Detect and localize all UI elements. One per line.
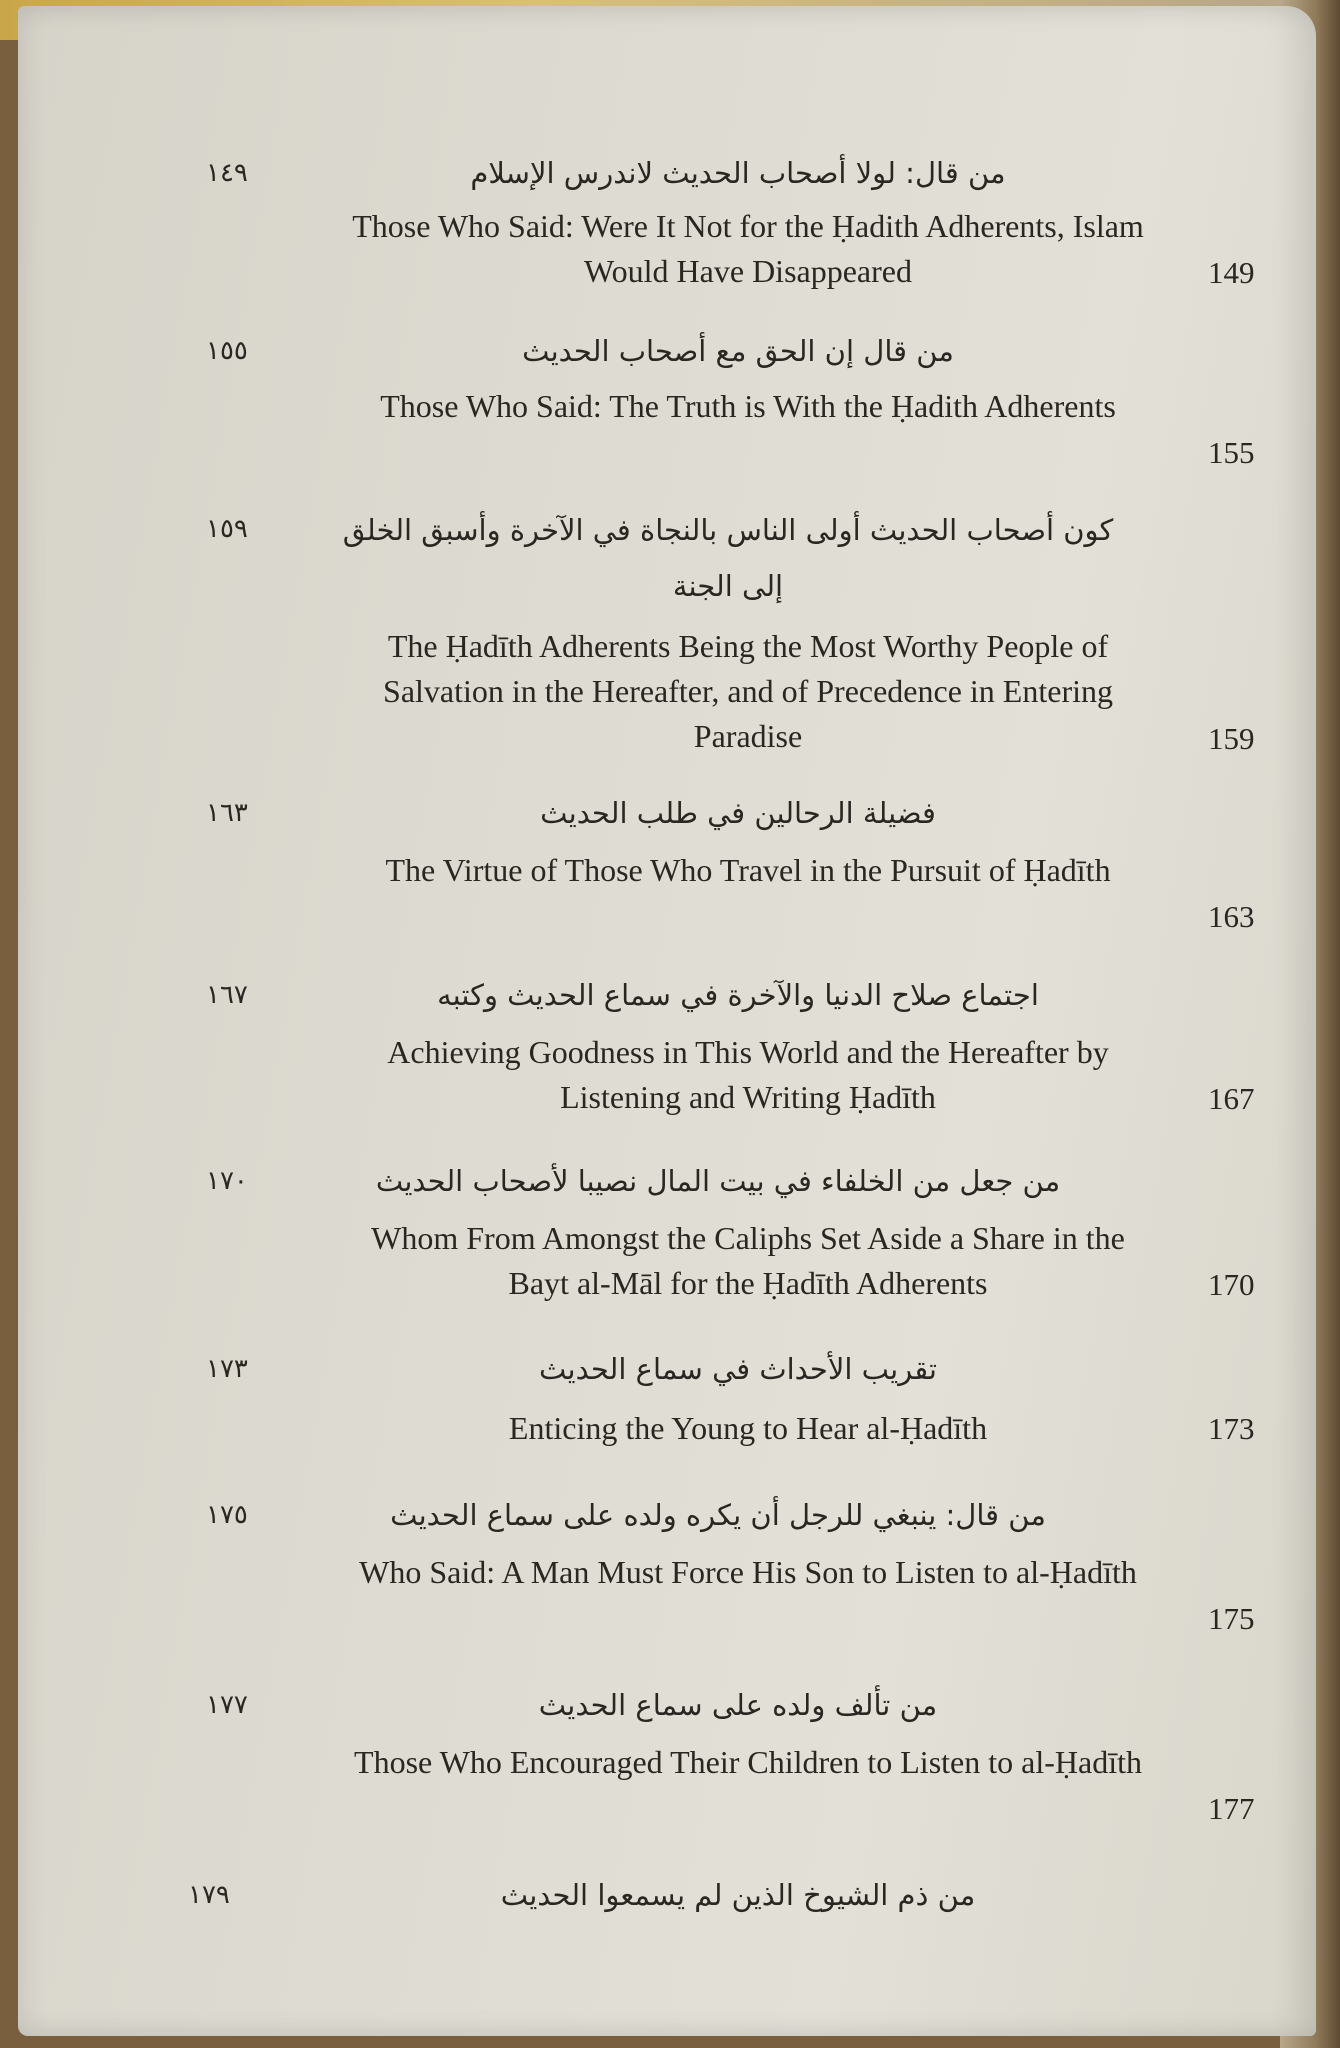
toc-entry	[18, 502, 1316, 756]
arabic-title: من ذم الشيوخ الذين لم يسمعوا الحديث	[500, 1878, 976, 1912]
english-page-number: 159	[1208, 721, 1255, 756]
arabic-page-number: ١٥٩	[206, 514, 248, 544]
arabic-page-number: ١٧٥	[206, 1500, 248, 1530]
english-title: Whom From Amongst the Caliphs Set Aside a Share in the Bayt al-Māl for the Ḥadīth Adherents	[371, 1220, 1125, 1301]
table-of-contents	[18, 6, 1316, 2036]
arabic-page-number: ١٦٧	[206, 980, 248, 1010]
arabic-page-number: ١٧٧	[206, 1690, 248, 1720]
english-page-number: 177	[1208, 1791, 1255, 1826]
english-title: Those Who Said: The Truth is With the Ḥadith Adherents	[380, 388, 1116, 424]
arabic-page-number: ١٦٣	[206, 798, 248, 828]
arabic-page-number: ١٥٥	[206, 336, 248, 366]
arabic-title: كون أصحاب الحديث أولى الناس بالنجاة في الآخرة وأسبق الخلق إلى الجنة	[342, 513, 1114, 603]
toc-entry	[18, 1342, 1316, 1446]
toc-entry	[18, 968, 1316, 1116]
arabic-page-number: ١٧٠	[206, 1166, 248, 1196]
arabic-title: من تألف ولده على سماع الحديث	[538, 1688, 938, 1722]
arabic-title: تقريب الأحداث في سماع الحديث	[539, 1352, 937, 1386]
english-title: Achieving Goodness in This World and the Hereafter by Listening and Writing Ḥadīth	[387, 1034, 1109, 1115]
toc-entry	[18, 1868, 1316, 1922]
english-title: Enticing the Young to Hear al-Ḥadīth	[508, 1410, 988, 1446]
english-page-number: 170	[1208, 1267, 1255, 1302]
english-title: Those Who Said: Were It Not for the Ḥadith Adherents, Islam Would Have Disappeared	[352, 208, 1144, 289]
toc-entry	[18, 146, 1316, 290]
english-title: The Virtue of Those Who Travel in the Pursuit of Ḥadīth	[385, 852, 1111, 888]
book-page	[18, 6, 1316, 2036]
arabic-title: اجتماع صلاح الدنيا والآخرة في سماع الحديث وكتبه	[437, 978, 1039, 1012]
english-page-number: 173	[1208, 1411, 1255, 1446]
english-page-number: 155	[1208, 435, 1255, 470]
english-page-number: 175	[1208, 1601, 1255, 1636]
english-page-number: 163	[1208, 899, 1255, 934]
english-page-number: 149	[1208, 255, 1255, 290]
arabic-page-number: ١٧٣	[206, 1354, 248, 1384]
english-title: The Ḥadīth Adherents Being the Most Worthy People of Salvation in the Hereafter, and of Precedence in Entering Paradise	[383, 628, 1113, 754]
arabic-page-number: ١٧٩	[188, 1880, 230, 1910]
toc-entry	[18, 1154, 1316, 1302]
english-title: Those Who Encouraged Their Children to Listen to al-Ḥadīth	[354, 1744, 1142, 1780]
english-page-number: 167	[1208, 1081, 1255, 1116]
toc-entry	[18, 786, 1316, 934]
toc-entry	[18, 324, 1316, 470]
toc-entry	[18, 1488, 1316, 1636]
arabic-title: من جعل من الخلفاء في بيت المال نصيبا لأصحاب الحديث	[375, 1164, 1061, 1198]
arabic-page-number: ١٤٩	[206, 158, 248, 188]
toc-entry	[18, 1678, 1316, 1826]
arabic-title: من قال إن الحق مع أصحاب الحديث	[522, 334, 954, 368]
english-title: Who Said: A Man Must Force His Son to Listen to al-Ḥadīth	[359, 1554, 1137, 1590]
arabic-title: من قال: ينبغي للرجل أن يكره ولده على سماع الحديث	[390, 1498, 1046, 1532]
arabic-title: من قال: لولا أصحاب الحديث لاندرس الإسلام	[470, 156, 1006, 190]
arabic-title: فضيلة الرحالين في طلب الحديث	[540, 796, 936, 830]
